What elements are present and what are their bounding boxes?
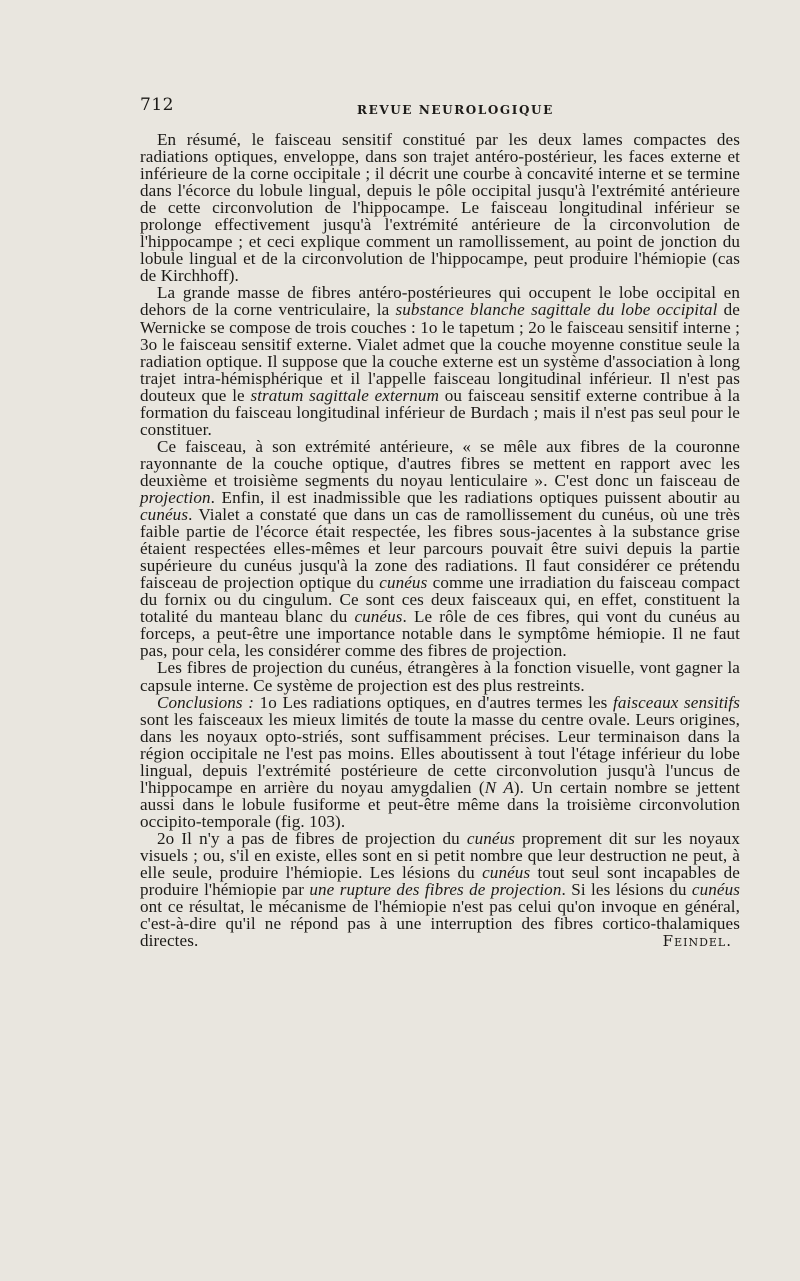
journal-title: REVUE NEUROLOGIQUE [357,103,554,117]
text-run: . Enfin, il est inadmissible que les radiations optiques puissent aboutir au [210,487,740,507]
paragraph [140,830,740,949]
text-run: ). Un certain nombre se jettent aussi dans le lobule fusiforme et peut-être même dans la troisième circonvolution occipito-temporale (fig. 103). [140,777,740,831]
text-run: . Le rôle de ces fibres, qui vont du cunéus au forceps, a peut-être une importance notable dans le symptôme hémiopie. Il ne faut pas, pour cela, les considérer comme des fibres de projection. [140,607,740,661]
paragraph [140,284,740,437]
italic-text: cunéus [466,828,515,848]
italic-text: cunéus [379,573,428,593]
text-run: . Vialet a constaté que dans un cas de ramollissement du cunéus, où une très faible partie de l'écorce était respectée, les fibres sous-jacentes à la substance grise étaient respectées elles-mêmes et leur parcours pouvait être suivi depuis la partie supérieure du cunéus jusqu'à la zone des radiations. Il faut considérer ce prétendu faisceau de projection optique du [140,505,740,593]
text-run: tout seul sont incapables de produire l'hémiopie par [140,863,740,900]
page-number: 712 [140,95,174,115]
italic-text: projection [140,487,211,507]
italic-text: une rupture des fibres de projection [309,880,562,900]
text-run: comme une irradiation du faisceau compact du fornix ou du cingulum. Ce sont ces deux faisceaux qui, en effet, constituent la totalité du manteau blanc du [140,573,740,627]
italic-text: cunéus [691,880,740,900]
text-run: ou faisceau sensitif externe contribue à la formation du faisceau longitudinal inférieur de Burdach ; mais il n'est pas seul pour le constituer. [140,385,740,439]
italic-text: stratum sagittale externum [250,385,440,405]
text-run: La grande masse de fibres antéro-postérieures qui occupent le lobe occipital en dehors de la corne ventriculaire, la [140,283,740,320]
italic-text: Conclusions : [157,692,254,712]
text-run: 2o Il n'y a pas de fibres de projection du [157,828,467,848]
text-run: de Wernicke se compose de trois couches : 1o le tapetum ; 2o le faisceau sensitif interne ; 3o le faisceau sensitif externe. Vialet admet que la couche moyenne constitue seule la radiation optique. Il suppose que la couche externe est un système d'association à long trajet intra-hémisphérique et il l'appelle faisceau longitudinal inférieur. Il n'est pas douteux que le [140,300,740,405]
paragraph [140,131,740,284]
italic-text: cunéus [140,505,189,525]
italic-text: N A [484,777,514,797]
text-run: . Si les lésions du [561,880,692,900]
italic-text: faisceaux sensitifs [612,692,740,712]
text-run: Les fibres de projection du cunéus, étrangères à la fonction visuelle, vont gagner la capsule interne. Ce système de projection est des plus restreints. [140,658,740,695]
italic-text: cunéus [354,607,403,627]
text-run: 1o Les radiations optiques, en d'autres termes les [254,692,613,712]
text-run: sont les faisceaux les mieux limités de toute la masse du centre ovale. Leurs origines, dans les noyaux opto-striés, sont suffisamment précises. Leur terminaison dans la région occipitale ne l'est pas moins. Elles aboutissent à tout l'étage inférieur du lobe lingual, depuis l'extrémité postérieure de cette circonvolution jusqu'à l'uncus de l'hippocampe en arrière du noyau amygdalien ( [140,709,740,797]
text-run: ont ce résultat, le mécanisme de l'hémiopie n'est pas celui qu'on invoque en général, c'est-à-dire qu'il ne répond pas à une interruption des fibres cortico-thalamiques directes. [140,897,740,951]
running-header [140,95,740,131]
text-run: Ce faisceau, à son extrémité antérieure, « se mêle aux fibres de la couronne rayonnante de la couche optique, d'autres fibres se mettent en rapport avec les deuxième et troisième segments du noyau lenticulaire ». C'est donc un faisceau de [140,436,740,490]
paragraph [140,694,740,830]
text-run: En résumé, le faisceau sensitif constitué par les deux lames compactes des radiations optiques, enveloppe, dans son trajet antéro-postérieur, les faces externe et inférieure de la corne occipitale ; il décrit une courbe à concavité interne et se termine dans l'écorce du lobule lingual, depuis le pôle occipital jusqu'à l'extrémité antérieure de cette circonvolution de l'hippocampe. Le faisceau longitudinal inférieur se prolonge effectivement jusqu'à l'extrémité antérieure de la circonvolution de l'hippocampe ; et ceci explique comment un ramollissement, au point de jonction du lobule lingual et de la circonvolution de l'hippocampe, peut produire l'hémiopie (cas de Kirchhoff). [140,130,740,286]
text-run: proprement dit sur les noyaux visuels ; ou, s'il en existe, elles sont en si petit nombre que leur destruction ne peut, à elle seule, produire l'hémiopie. Les lésions du [140,828,741,883]
author-signature: Feindel. [662,932,732,951]
italic-text: substance blanche sagittale du lobe occipital [395,300,718,320]
paragraph [140,438,740,660]
paragraph [140,659,740,693]
italic-text: cunéus [482,863,531,883]
article-body [140,131,740,949]
